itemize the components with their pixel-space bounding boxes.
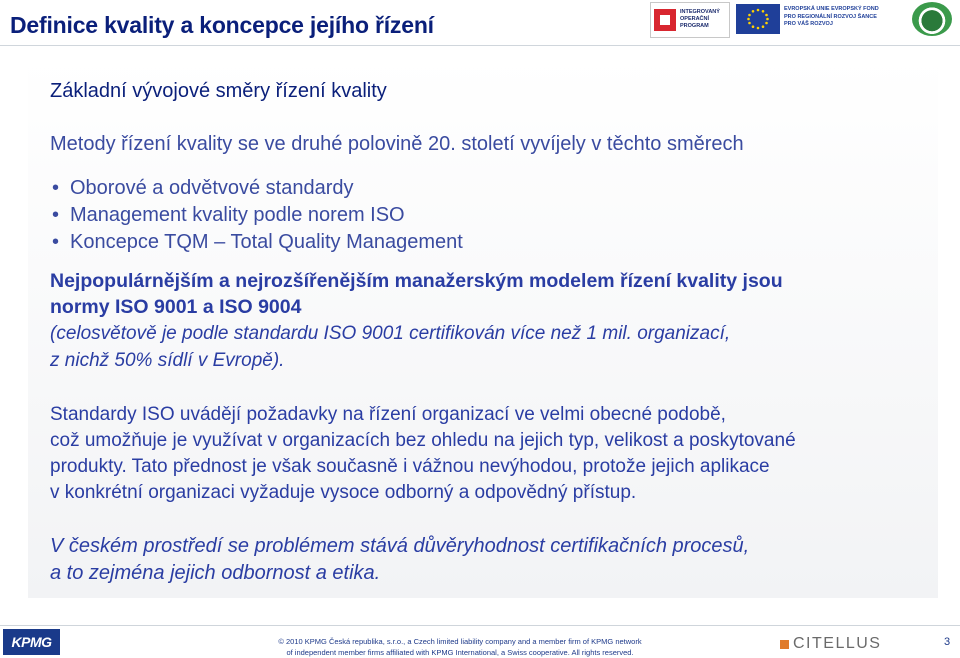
iop-logo-icon bbox=[654, 9, 676, 31]
copyright-line-2: of independent member firms affiliated with KPMG International, a Swiss cooperative. All rights reserved. bbox=[286, 648, 634, 657]
highlight-line-1: Nejpopulárnějším a nejrozšířenějším manažerským modelem řízení kvality jsou bbox=[50, 270, 783, 292]
list-item: • Management kvality podle norem ISO bbox=[50, 202, 463, 229]
eu-flag-icon bbox=[736, 4, 780, 34]
ministry-logo-icon bbox=[912, 2, 952, 36]
section-subtitle: Základní vývojové směry řízení kvality bbox=[50, 80, 387, 102]
header-logos bbox=[650, 0, 960, 40]
intro-text: Metody řízení kvality se ve druhé polovině 20. století vyvíjely v těchto směrech bbox=[50, 133, 744, 155]
iop-logo bbox=[650, 2, 730, 38]
bullet-list bbox=[50, 175, 463, 256]
citellus-mark-icon bbox=[780, 640, 789, 649]
list-item: • Koncepce TQM – Total Quality Management bbox=[50, 229, 463, 256]
paragraph-line: v konkrétní organizaci vyžaduje vysoce odborný a odpovědný přístup. bbox=[50, 482, 637, 503]
citellus-logo-text: CITELLUS bbox=[793, 635, 882, 652]
page-title: Definice kvality a koncepce jejího řízení bbox=[10, 12, 434, 38]
eu-logo-text: EVROPSKÁ UNIE EVROPSKÝ FOND PRO REGIONÁLNÍ ROZVOJ ŠANCE PRO VÁŠ ROZVOJ bbox=[784, 6, 879, 27]
note-line-2: z nichž 50% sídlí v Evropě). bbox=[50, 350, 285, 371]
closing-line-1: V českém prostředí se problémem stává důvěryhodnost certifikačních procesů, bbox=[50, 535, 750, 557]
paragraph-line: produkty. Tato přednost je však současně i vážnou nevýhodou, protože jejich aplikace bbox=[50, 456, 770, 477]
highlight-line-2: normy ISO 9001 a ISO 9004 bbox=[50, 296, 302, 318]
paragraph-line: což umožňuje je využívat v organizacích bez ohledu na jejich typ, velikost a poskytované bbox=[50, 430, 796, 451]
list-item: • Oborové a odvětvové standardy bbox=[50, 175, 463, 202]
closing-line-2: a to zejména jejich odbornost a etika. bbox=[50, 562, 381, 584]
page-number: 3 bbox=[944, 636, 951, 648]
citellus-logo bbox=[780, 634, 881, 654]
paragraph-line: Standardy ISO uvádějí požadavky na řízení organizací ve velmi obecné podobě, bbox=[50, 404, 726, 425]
iop-logo-text: INTEGROVANÝ OPERAČNÍ PROGRAM bbox=[680, 9, 720, 29]
note-line-1: (celosvětově je podle standardu ISO 9001 certifikován více než 1 mil. organizací, bbox=[50, 323, 731, 344]
copyright-notice bbox=[240, 636, 680, 658]
footer-divider bbox=[0, 625, 960, 626]
copyright-line-1: © 2010 KPMG Česká republika, s.r.o., a Czech limited liability company and a member firm of KPMG network bbox=[278, 637, 642, 646]
header-divider bbox=[0, 45, 960, 46]
kpmg-logo: KPMG bbox=[3, 629, 60, 655]
